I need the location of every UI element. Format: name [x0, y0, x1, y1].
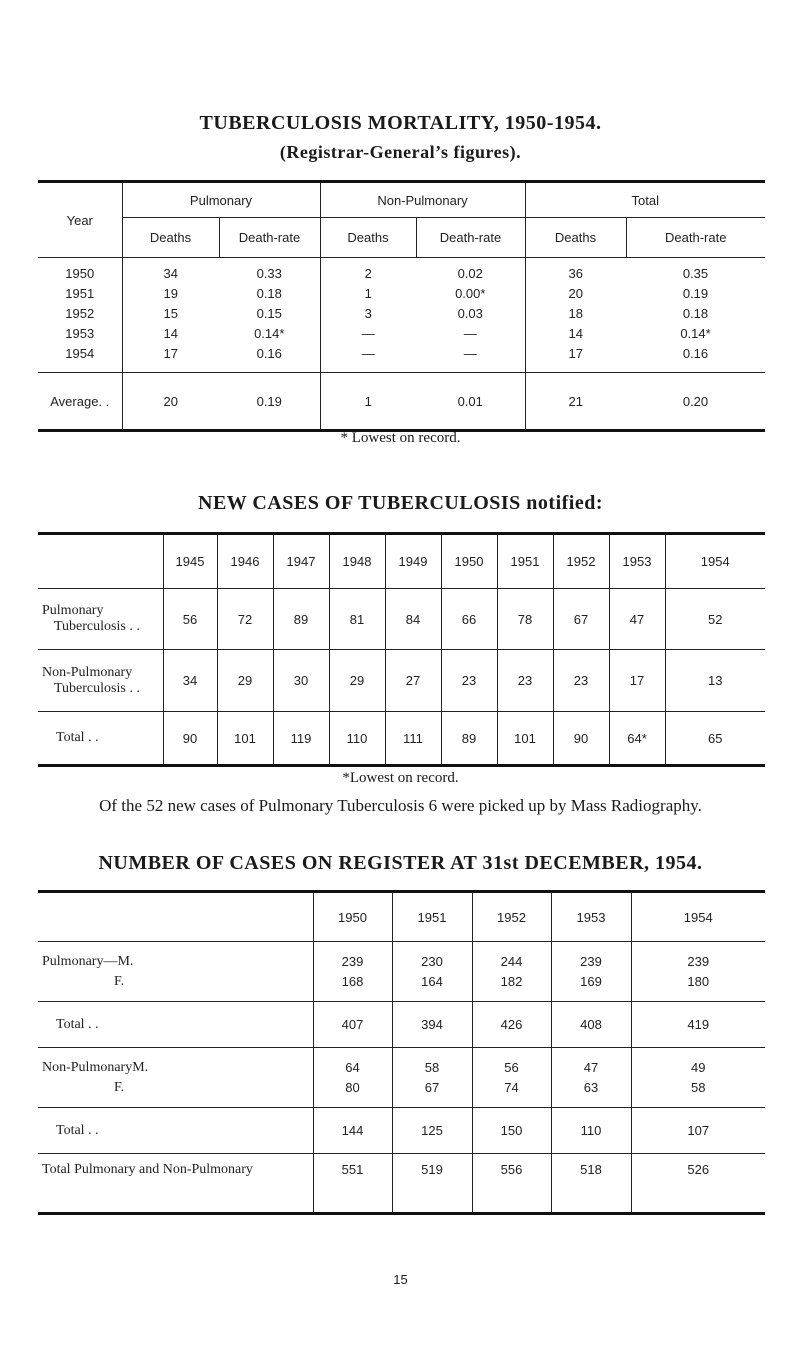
year-header: 1951: [392, 892, 472, 942]
cell: 29: [329, 650, 385, 712]
row-label: Total . .: [56, 730, 99, 745]
mortality-table: [38, 180, 765, 432]
corner-cell: [38, 534, 163, 589]
year-header: 1949: [385, 534, 441, 589]
cell: 23: [553, 650, 609, 712]
table-row: [38, 712, 765, 766]
cell: 101: [217, 712, 273, 766]
year-header: 1950: [313, 892, 392, 942]
cell: 90: [163, 712, 217, 766]
cell: 426: [472, 1002, 551, 1048]
sub-header: Deaths: [122, 218, 219, 258]
cell: 27: [385, 650, 441, 712]
average-value: 20: [122, 373, 219, 431]
year-header: 1953: [551, 892, 631, 942]
year-header: 1951: [497, 534, 553, 589]
page-number: 15: [393, 1272, 408, 1287]
sub-header: Death-rate: [626, 218, 765, 258]
cell: 551: [313, 1154, 392, 1214]
total-header: Total: [525, 182, 765, 218]
cell: 34: [163, 650, 217, 712]
pulmonary-deaths: 34 19 15 14 17: [122, 258, 219, 373]
cell: 125: [392, 1108, 472, 1154]
total-death-rate: 0.35 0.19 0.18 0.14* 0.16: [680, 266, 711, 361]
row-label: Total Pulmonary and Non-Pulmonary: [42, 1162, 253, 1177]
cell: 29: [217, 650, 273, 712]
cell: 90: [553, 712, 609, 766]
year-header: 1948: [329, 534, 385, 589]
mortality-footnote: * Lowest on record.: [340, 430, 461, 446]
cell: 64*: [609, 712, 665, 766]
year-header: 1950: [441, 534, 497, 589]
new-cases-table: [38, 532, 765, 767]
table-row: [38, 1048, 765, 1108]
cell: 67: [553, 589, 609, 650]
cell: 81: [329, 589, 385, 650]
year: 1952: [65, 306, 95, 321]
cell: 56 74: [472, 1048, 551, 1108]
cell: 84: [385, 589, 441, 650]
cell: 72: [217, 589, 273, 650]
non-pulmonary-death-rate: 0.02 0.00* 0.03 — —: [455, 266, 486, 361]
year-header: 1952: [553, 534, 609, 589]
year-header: 1954: [631, 892, 765, 942]
radiography-sentence: Of the 52 new cases of Pulmonary Tuberculosis 6 were picked up by Mass Radiography.: [99, 796, 702, 815]
cell: 556: [472, 1154, 551, 1214]
cell: 526: [631, 1154, 765, 1214]
cell: 111: [385, 712, 441, 766]
year: 1953: [65, 326, 95, 341]
row-label: Total . .: [56, 1016, 99, 1032]
pulmonary-header: Pulmonary: [122, 182, 320, 218]
year-header: 1954: [665, 534, 765, 589]
cell: 58 67: [392, 1048, 472, 1108]
cell: 107: [631, 1108, 765, 1154]
row-label: Pulmonary Tuberculosis . .: [42, 603, 140, 634]
cell: 239 180: [631, 942, 765, 1002]
average-label: Average. .: [50, 393, 110, 409]
cell: 244 182: [472, 942, 551, 1002]
cell: 119: [273, 712, 329, 766]
year-header: 1952: [472, 892, 551, 942]
register-table: [38, 890, 765, 1215]
sub-header: Deaths: [320, 218, 416, 258]
cell: 13: [665, 650, 765, 712]
average-value: 21: [525, 373, 626, 431]
cell: 407: [313, 1002, 392, 1048]
table-row: [38, 650, 765, 712]
cell: 394: [392, 1002, 472, 1048]
cell: 518: [551, 1154, 631, 1214]
cell: 56: [163, 589, 217, 650]
sub-header: Death-rate: [416, 218, 525, 258]
cell: 17: [609, 650, 665, 712]
table-row: [38, 1154, 765, 1214]
cell: 150: [472, 1108, 551, 1154]
cell: 519: [392, 1154, 472, 1214]
cell: 52: [665, 589, 765, 650]
cell: 23: [441, 650, 497, 712]
row-label: Pulmonary—M. F.: [42, 953, 134, 989]
year-header: 1947: [273, 534, 329, 589]
average-value: 1: [320, 373, 416, 431]
cell: 408: [551, 1002, 631, 1048]
row-label: Non-PulmonaryM. F.: [42, 1059, 149, 1095]
pulmonary-death-rate: 0.33 0.18 0.15 0.14* 0.16: [254, 266, 285, 361]
average-value: 0.19: [256, 393, 282, 409]
year-header: 1945: [163, 534, 217, 589]
non-pulmonary-header: Non-Pulmonary: [320, 182, 525, 218]
new-cases-footnote: *Lowest on record.: [342, 770, 459, 786]
new-cases-title: NEW CASES OF TUBERCULOSIS notified:: [198, 492, 603, 514]
mortality-title: TUBERCULOSIS MORTALITY, 1950-1954.: [199, 112, 602, 134]
cell: 419: [631, 1002, 765, 1048]
row-label: Total . .: [56, 1122, 99, 1138]
register-title: NUMBER OF CASES ON REGISTER AT 31st DECEMBER, 1954.: [98, 852, 703, 874]
year-header: 1946: [217, 534, 273, 589]
cell: 230 164: [392, 942, 472, 1002]
cell: 64 80: [313, 1048, 392, 1108]
table-row: [38, 589, 765, 650]
cell: 23: [497, 650, 553, 712]
year: 1954: [65, 346, 95, 361]
cell: 78: [497, 589, 553, 650]
cell: 110: [551, 1108, 631, 1154]
sub-header: Death-rate: [219, 218, 320, 258]
table-row: [38, 1108, 765, 1154]
cell: 30: [273, 650, 329, 712]
average-value: 0.20: [682, 393, 709, 409]
table-row: [38, 1002, 765, 1048]
cell: 110: [329, 712, 385, 766]
year: 1951: [65, 286, 95, 301]
non-pulmonary-deaths: 2 1 3 — —: [320, 258, 416, 373]
table-row: [38, 942, 765, 1002]
year: 1950: [65, 266, 95, 281]
cell: 49 58: [631, 1048, 765, 1108]
years-cell: [38, 258, 122, 373]
cell: 101: [497, 712, 553, 766]
total-deaths: 36 20 18 14 17: [525, 258, 626, 373]
cell: 239 168: [313, 942, 392, 1002]
row-label: Non-Pulmonary Tuberculosis . .: [42, 664, 140, 696]
year-header: Year: [38, 182, 122, 258]
cell: 239 169: [551, 942, 631, 1002]
year-header: 1953: [609, 534, 665, 589]
cell: 89: [273, 589, 329, 650]
cell: 89: [441, 712, 497, 766]
mortality-subtitle: (Registrar-General’s figures).: [279, 142, 522, 162]
corner-cell: [38, 892, 313, 942]
cell: 47: [609, 589, 665, 650]
sub-header: Deaths: [525, 218, 626, 258]
average-value: 0.01: [457, 393, 483, 409]
cell: 65: [665, 712, 765, 766]
cell: 66: [441, 589, 497, 650]
cell: 47 63: [551, 1048, 631, 1108]
cell: 144: [313, 1108, 392, 1154]
